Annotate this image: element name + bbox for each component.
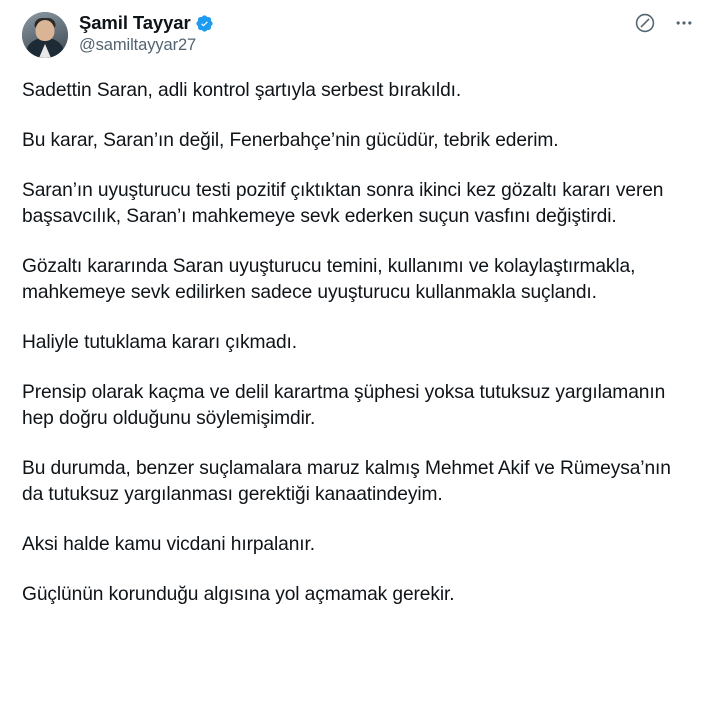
tweet-header-actions [634,12,694,34]
tweet-paragraph: Bu durumda, benzer suçlamalara maruz kalmış Mehmet Akif ve Rümeysa’nın da tutuksuz yargılanması gerektiği kanaatindeyim. [22,458,671,505]
verified-badge-icon [195,14,214,33]
tweet-paragraph: Gözaltı kararında Saran uyuşturucu temini, kullanımı ve kolaylaştırmakla, mahkemeye sevk edilirken sadece uyuşturucu kullanmakla suçlandı. [22,256,636,303]
tweet-paragraph: Saran’ın uyuşturucu testi pozitif çıktıktan sonra ikinci kez gözaltı kararı veren başsavcılık, Saran’ı mahkemeye sevk ederken suçun vasfını değiştirdi. [22,180,664,227]
avatar[interactable] [22,12,68,58]
tweet-paragraph: Haliyle tutuklama kararı çıkmadı. [22,332,298,353]
grok-icon[interactable] [634,12,656,34]
tweet-paragraph: Prensip olarak kaçma ve delil karartma şüphesi yoksa tutuksuz yargılamanın hep doğru olduğunu söylemişimdir. [22,382,666,429]
tweet-paragraph: Bu karar, Saran’ın değil, Fenerbahçe’nin gücüdür, tebrik ederim. [22,130,559,151]
tweet-paragraph: Sadettin Saran, adli kontrol şartıyla serbest bırakıldı. [22,80,462,101]
tweet-paragraph: Güçlünün korunduğu algısına yol açmamak gerekir. [22,584,455,605]
author-display-name[interactable]: Şamil Tayyar [79,12,191,33]
tweet-header [22,10,692,58]
author-name-row [79,13,214,33]
tweet-paragraph: Aksi halde kamu vicdani hırpalanır. [22,534,315,555]
author-names [79,12,214,55]
tweet-text [22,78,692,608]
more-options-icon[interactable] [674,13,694,33]
avatar-face [36,20,55,41]
author-handle[interactable]: @samiltayyar27 [79,36,197,55]
